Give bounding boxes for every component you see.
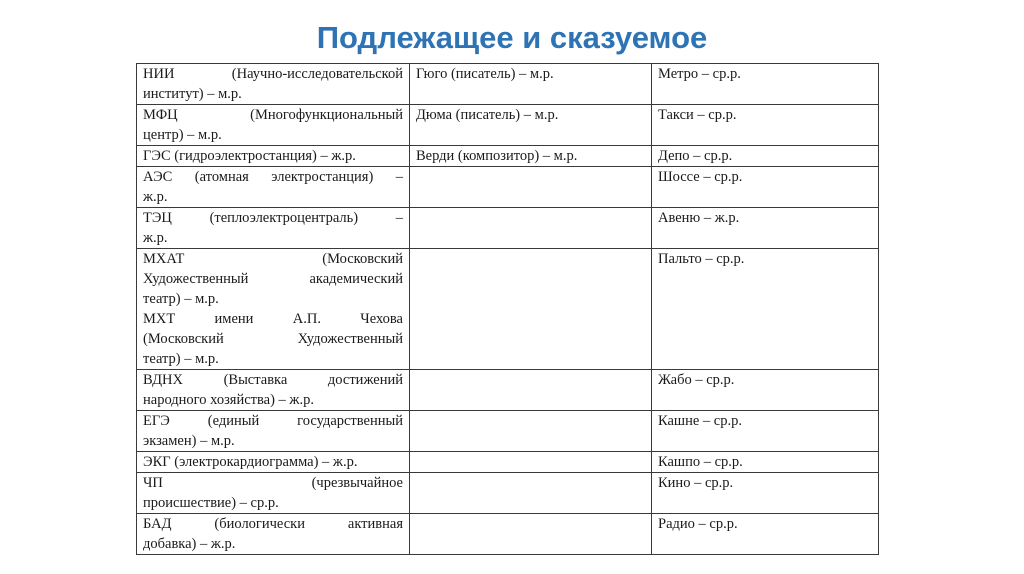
person-name-cell: [410, 473, 652, 514]
cell-line: ЧП (чрезвычайное: [143, 475, 403, 491]
cell-line: экзамен) – м.р.: [143, 433, 235, 449]
table-row: [137, 208, 879, 249]
person-name-cell: [410, 167, 652, 208]
table-row: [137, 146, 879, 167]
abbreviation-cell: [137, 249, 410, 370]
table-row: [137, 370, 879, 411]
indeclinable-noun-cell: Метро – ср.р.: [652, 64, 879, 105]
abbreviation-cell: [137, 167, 410, 208]
cell-line: институт) – м.р.: [143, 86, 242, 102]
indeclinable-noun-cell: Жабо – ср.р.: [652, 370, 879, 411]
person-name-cell: [410, 411, 652, 452]
cell-line: НИИ (Научно-исследовательской: [143, 66, 403, 82]
cell-line: ЭКГ (электрокардиограмма) – ж.р.: [143, 454, 358, 470]
abbreviation-cell: [137, 208, 410, 249]
abbreviation-cell: [137, 105, 410, 146]
indeclinable-noun-cell: Такси – ср.р.: [652, 105, 879, 146]
table: [136, 63, 879, 555]
indeclinable-noun-cell: Пальто – ср.р.: [652, 249, 879, 370]
indeclinable-noun-cell: Кашне – ср.р.: [652, 411, 879, 452]
abbreviation-cell: [137, 64, 410, 105]
person-name-cell: Дюма (писатель) – м.р.: [410, 105, 652, 146]
abbreviation-cell: [137, 370, 410, 411]
person-name-cell: Верди (композитор) – м.р.: [410, 146, 652, 167]
cell-line: ТЭЦ (теплоэлектроцентраль) –: [143, 210, 403, 226]
cell-line: народного хозяйства) – ж.р.: [143, 392, 314, 408]
person-name-cell: [410, 370, 652, 411]
abbreviation-cell: [137, 411, 410, 452]
cell-line: БАД (биологически активная: [143, 516, 403, 532]
abbreviation-cell: [137, 473, 410, 514]
table-row: [137, 514, 879, 555]
abbreviation-cell: [137, 452, 410, 473]
cell-line: МХАТ (Московский: [143, 251, 403, 267]
person-name-cell: [410, 514, 652, 555]
indeclinable-noun-cell: Депо – ср.р.: [652, 146, 879, 167]
cell-line: театр) – м.р.: [143, 351, 219, 367]
abbreviation-cell: [137, 514, 410, 555]
cell-line: театр) – м.р.: [143, 291, 219, 307]
cell-line: ЕГЭ (единый государственный: [143, 413, 403, 429]
cell-line: ГЭС (гидроэлектростанция) – ж.р.: [143, 148, 356, 164]
cell-line: МФЦ (Многофункциональный: [143, 107, 403, 123]
person-name-cell: [410, 249, 652, 370]
indeclinable-noun-cell: Шоссе – ср.р.: [652, 167, 879, 208]
cell-line: (Московский Художественный: [143, 331, 403, 347]
cell-line: АЭС (атомная электростанция) –: [143, 169, 403, 185]
table-row: [137, 167, 879, 208]
table-row: [137, 64, 879, 105]
gender-table: [136, 63, 878, 555]
cell-line: происшествие) – ср.р.: [143, 495, 279, 511]
indeclinable-noun-cell: Авеню – ж.р.: [652, 208, 879, 249]
table-row: [137, 411, 879, 452]
table-row: [137, 249, 879, 370]
table-body: [137, 64, 879, 555]
table-row: [137, 473, 879, 514]
person-name-cell: [410, 208, 652, 249]
cell-line: центр) – м.р.: [143, 127, 222, 143]
table-row: [137, 105, 879, 146]
indeclinable-noun-cell: Кино – ср.р.: [652, 473, 879, 514]
cell-line: ВДНХ (Выставка достижений: [143, 372, 403, 388]
page-title: Подлежащее и сказуемое: [316, 20, 708, 55]
cell-line: ж.р.: [143, 189, 168, 205]
cell-line: добавка) – ж.р.: [143, 536, 236, 552]
abbreviation-cell: [137, 146, 410, 167]
cell-line: МХТ имени А.П. Чехова: [143, 311, 403, 327]
cell-line: ж.р.: [143, 230, 168, 246]
table-row: [137, 452, 879, 473]
person-name-cell: [410, 452, 652, 473]
person-name-cell: Гюго (писатель) – м.р.: [410, 64, 652, 105]
cell-line: Художественный академический: [143, 271, 403, 287]
indeclinable-noun-cell: Радио – ср.р.: [652, 514, 879, 555]
indeclinable-noun-cell: Кашпо – ср.р.: [652, 452, 879, 473]
